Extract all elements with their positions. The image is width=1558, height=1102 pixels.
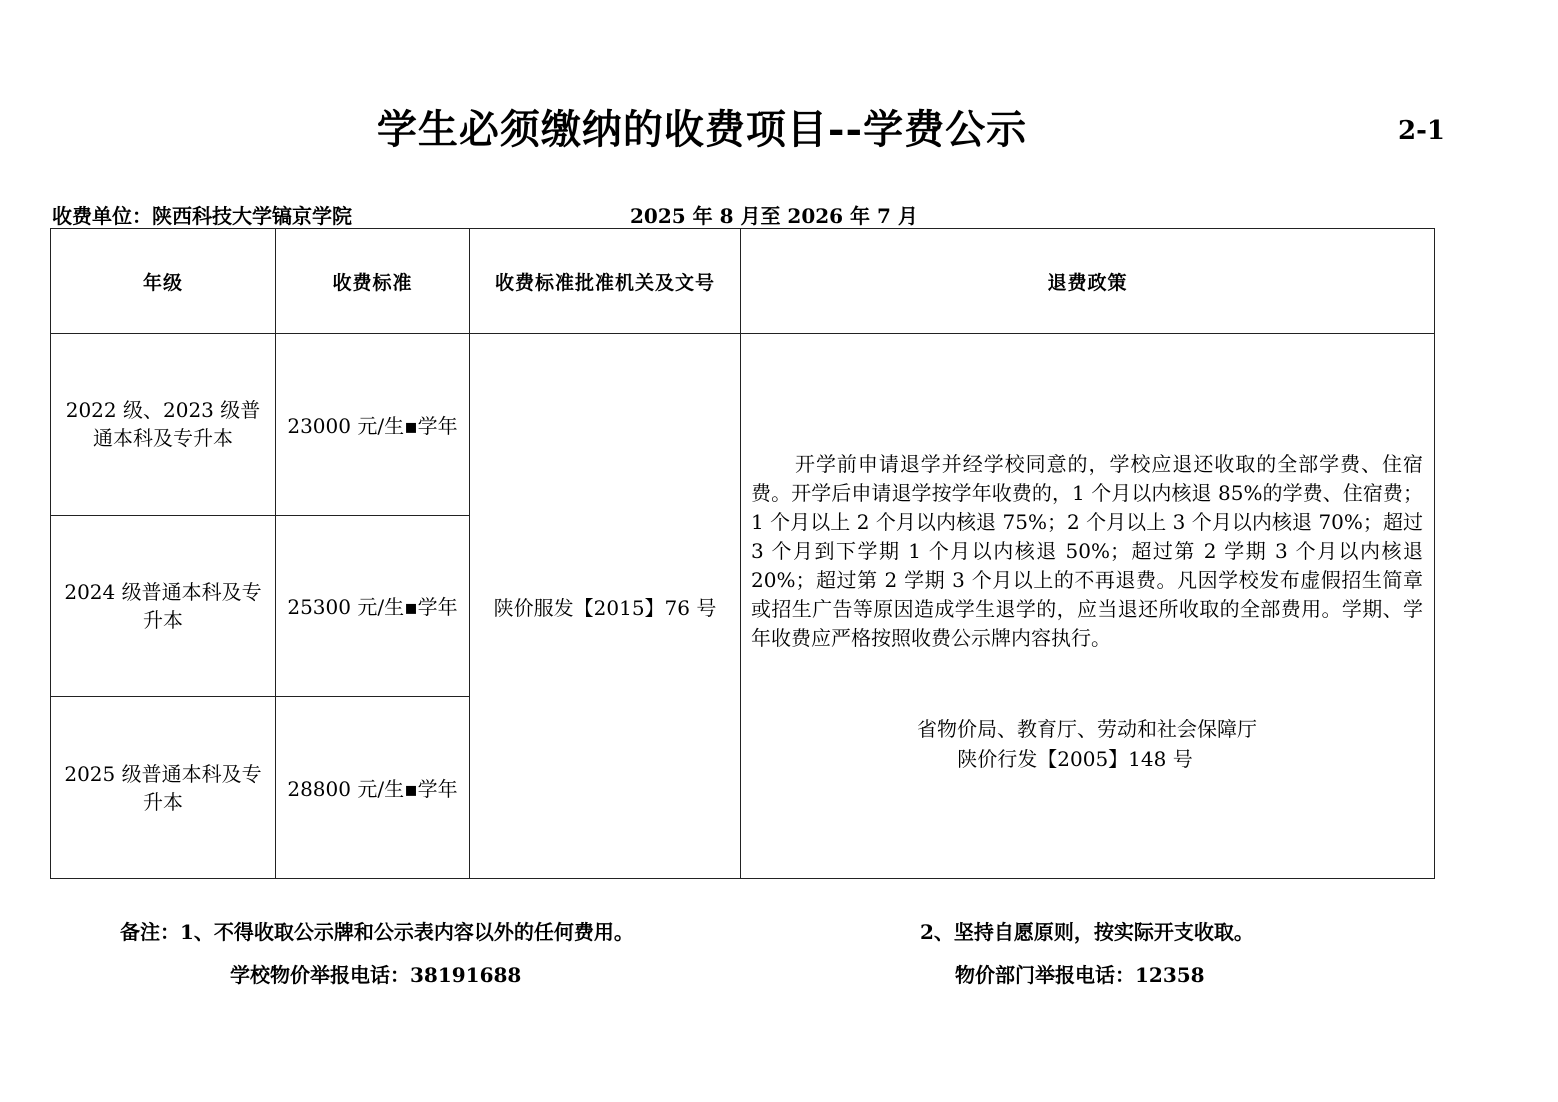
note-1: 备注：1、不得收取公示牌和公示表内容以外的任何费用。 [120, 920, 634, 944]
fee-table [50, 228, 1435, 879]
column-header-grade: 年级 [51, 229, 276, 334]
refund-source-authority: 省物价局、教育厅、劳动和社会保障厅 [917, 717, 1257, 741]
refund-policy-cell [741, 334, 1435, 879]
approval-doc-cell: 陕价服发【2015】76 号 [470, 334, 741, 879]
grade-cell: 2022 级、2023 级普通本科及专升本 [51, 334, 276, 516]
fee-standard-cell: 28800 元/生▪学年 [276, 697, 470, 879]
charging-unit: 收费单位：陕西科技大学镐京学院 [52, 204, 352, 228]
column-header-refund: 退费政策 [741, 229, 1435, 334]
grade-cell: 2024 级普通本科及专升本 [51, 515, 276, 697]
school-phone: 学校物价举报电话：38191688 [230, 963, 522, 987]
refund-source-doc: 陕价行发【2005】148 号 [957, 747, 1193, 771]
fee-standard-cell: 23000 元/生▪学年 [276, 334, 470, 516]
table-row [51, 334, 1435, 516]
refund-policy-source [741, 714, 1433, 774]
column-header-standard: 收费标准 [276, 229, 470, 334]
grade-cell: 2025 级普通本科及专升本 [51, 697, 276, 879]
column-header-approval: 收费标准批准机关及文号 [470, 229, 741, 334]
page-title: 学生必须缴纳的收费项目--学费公示 [376, 106, 1028, 153]
table-header-row [51, 229, 1435, 334]
fee-standard-cell: 25300 元/生▪学年 [276, 515, 470, 697]
charging-period: 2025 年 8 月至 2026 年 7 月 [630, 204, 918, 228]
price-dept-phone: 物价部门举报电话：12358 [955, 963, 1205, 987]
refund-policy-text: 开学前申请退学并经学校同意的，学校应退还收取的全部学费、住宿费。开学后申请退学按学年收费的，1 个月以内核退 85%的学费、住宿费；1 个月以上 2 个月以内核退 75%；2 个月以上 3 个月以内核退 70%；超过 3 个月到下学期 1 个月以内核退 50%；超过第 2 学期 3 个月以内核退 20%；超过第 2 学期 3 个月以上的不再退费。凡因学校发布虚假招生简章或招生广告等原因造成学生退学的，应当退还所收取的全部费用。学期、学年收费应严格按照收费公示牌内容执行。 [751, 452, 1423, 650]
page-number: 2-1 [1398, 116, 1445, 146]
note-2: 2、坚持自愿原则，按实际开支收取。 [920, 920, 1254, 944]
